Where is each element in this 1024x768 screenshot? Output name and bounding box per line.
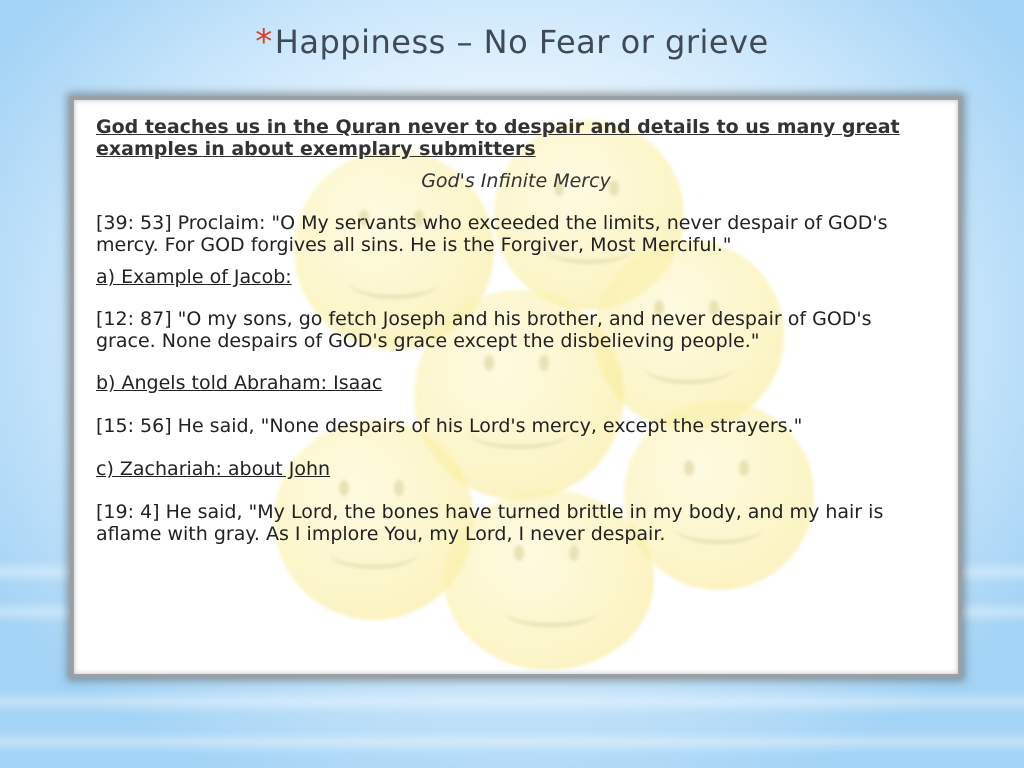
verse-39-53: [39: 53] Proclaim: "O My servants who exceeded the limits, never despair of GOD's mercy. For GOD forgives all sins. He is the Forgiver, Most Merciful.": [96, 212, 888, 256]
slide-title: [0, 22, 1024, 62]
subheading: God's Infinite Mercy: [421, 170, 611, 192]
intro-text: God teaches us in the Quran never to despair and details to us many great examples in about exemplary submitters: [96, 116, 900, 160]
verse-19-4: [19: 4] He said, "My Lord, the bones have turned brittle in my body, and my hair is aflame with gray. As I implore You, my Lord, I never despair.: [96, 501, 884, 545]
example-a-heading: a) Example of Jacob:: [96, 266, 292, 288]
content-panel: [70, 96, 962, 678]
example-b-heading: b) Angels told Abraham: Isaac: [96, 372, 383, 394]
example-c-heading: c) Zachariah: about John: [96, 458, 331, 480]
title-marker: *: [255, 22, 273, 62]
background-band: [0, 690, 1024, 714]
verse-15-56: [15: 56] He said, "None despairs of his Lord's mercy, except the strayers.": [96, 415, 803, 437]
title-text: Happiness – No Fear or grieve: [274, 23, 769, 61]
background-band: [0, 730, 1024, 754]
verse-12-87: [12: 87] "O my sons, go fetch Joseph and his brother, and never despair of GOD's grace. None despairs of GOD's grace except the disbelieving people.": [96, 308, 872, 352]
slide-content: [96, 116, 936, 545]
